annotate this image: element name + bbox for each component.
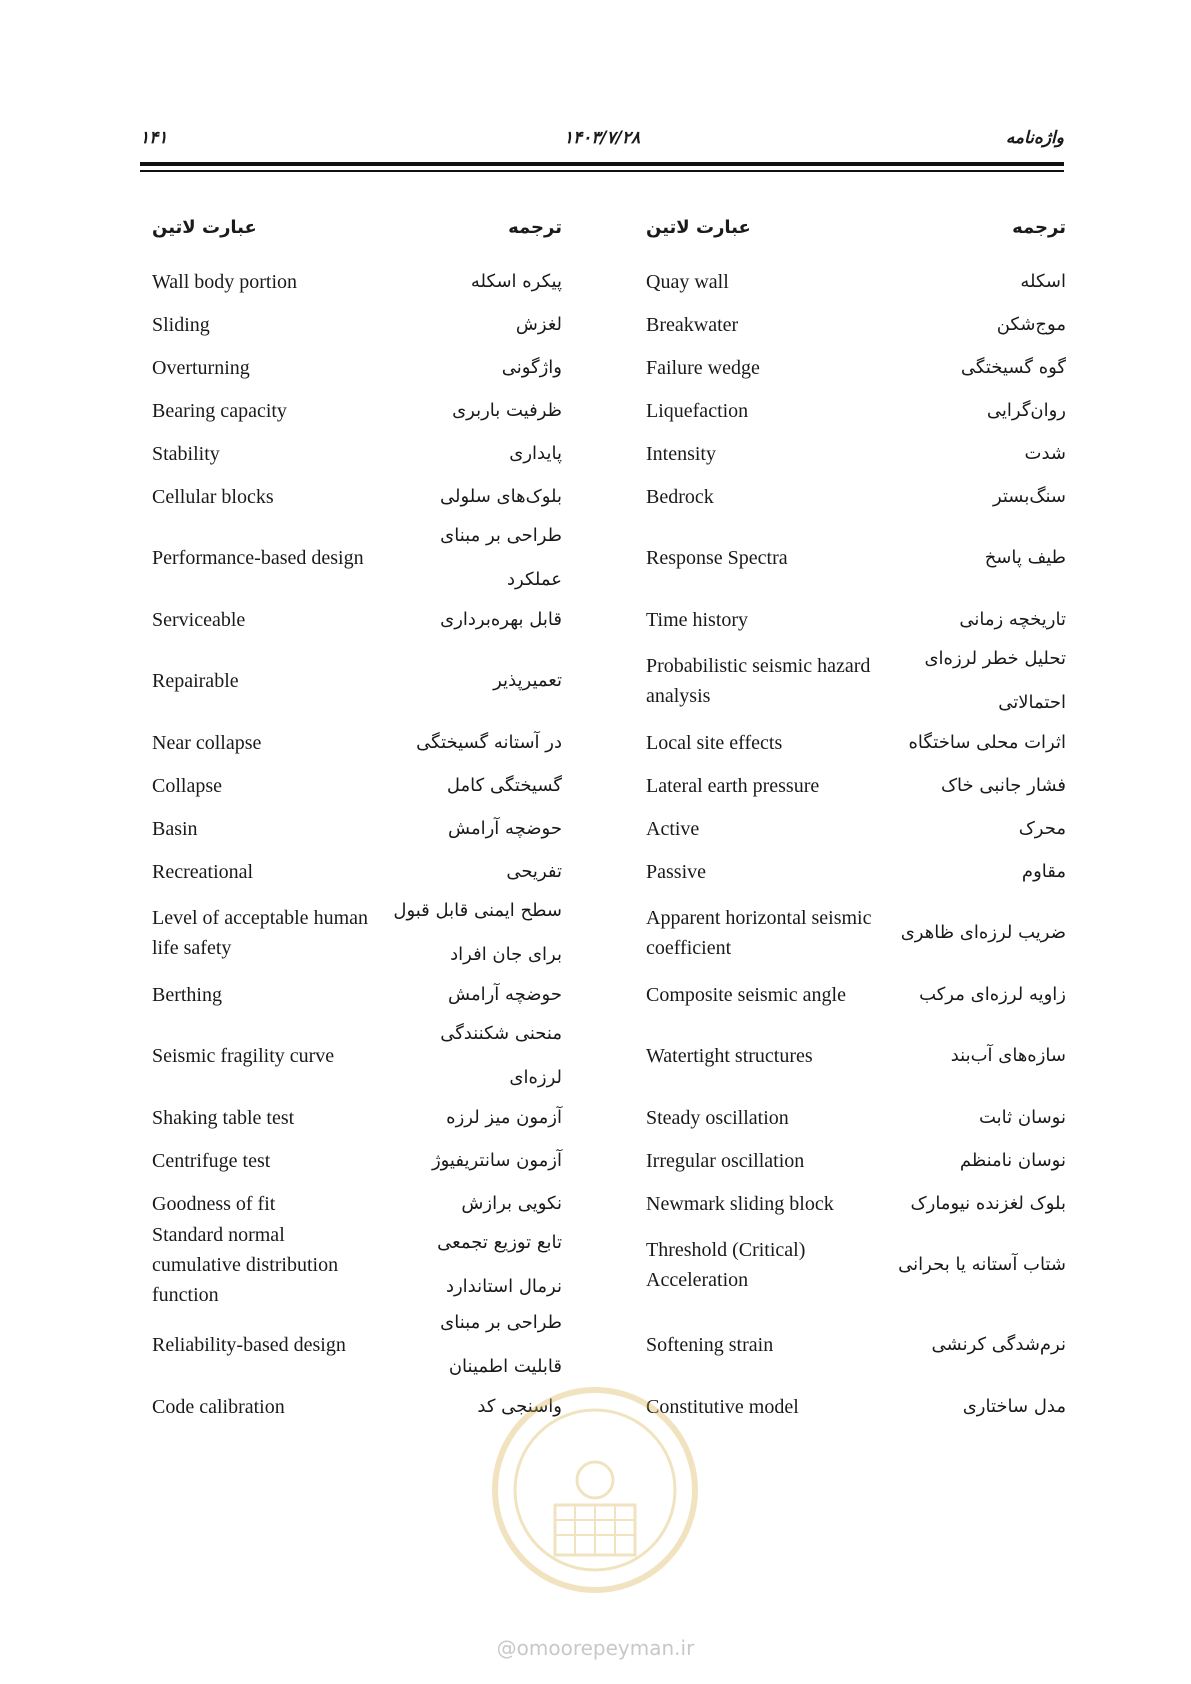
persian-translation: ظرفیت باربری [452,399,562,421]
persian-translation: تعمیرپذیر [493,670,562,691]
glossary-entry [646,1096,1066,1139]
latin-term: Shaking table test [152,1106,295,1129]
glossary-entry [646,1139,1066,1182]
persian-translation: مقاوم [1021,860,1066,882]
latin-term: Code calibration [152,1395,285,1418]
persian-translation: مدل ساختاری [962,1395,1066,1417]
glossary-entry [152,641,562,721]
persian-translation: اسکله [1020,270,1066,292]
persian-translation: واژگونی [501,356,562,378]
latin-term: Basin [152,817,198,840]
glossary-entry [646,764,1066,807]
glossary-entry [152,389,562,432]
persian-translation: فشار جانبی خاک [940,774,1066,796]
glossary-entry [152,1182,562,1225]
glossary-entry [646,1305,1066,1385]
persian-translation: منحنی شکنندگی لرزه‌ای [440,1023,562,1088]
latin-term: Probabilistic seismic hazard analysis [646,655,871,707]
latin-term: Steady oscillation [646,1106,789,1129]
glossary-entry [152,1225,562,1305]
persian-translation: پیکره اسکله [470,270,562,292]
glossary-entry [646,893,1066,973]
persian-translation: نکویی برازش [461,1192,562,1214]
latin-term: Level of acceptable human life safety [152,907,368,959]
persian-translation: تابع توزیع تجمعی نرمال استاندارد [437,1232,562,1297]
persian-translation: طراحی بر مبنای قابلیت اطمینان [440,1312,562,1377]
persian-translation: بلوک لغزنده نیومارک [910,1192,1066,1214]
glossary-entry [152,893,562,973]
persian-translation: شدت [1024,442,1066,464]
glossary-entry [152,432,562,475]
glossary-entry [152,807,562,850]
persian-translation: طراحی بر مبنای عملکرد [440,525,562,590]
glossary-entry [152,303,562,346]
persian-translation: نوسان ثابت [979,1106,1066,1128]
latin-term: Apparent horizontal seismic coefficient [646,907,872,959]
latin-term: Repairable [152,670,239,692]
persian-translation: پایداری [509,442,562,464]
latin-term: Goodness of fit [152,1192,276,1215]
latin-term: Sliding [152,313,210,336]
glossary-entry [646,850,1066,893]
latin-term: Irregular oscillation [646,1149,805,1172]
persian-translation: قابل بهره‌برداری [440,608,562,630]
persian-translation: سطح ایمنی قابل قبول برای جان افراد [393,900,562,965]
persian-translation: شتاب آستانه یا بحرانی [898,1254,1066,1275]
glossary-entry [152,1305,562,1385]
persian-translation: محرک [1018,817,1066,839]
header-rule-thick [140,162,1064,166]
persian-translation: طیف پاسخ [984,547,1066,568]
header-title: واژه‌نامه [1005,128,1064,148]
latin-term: Lateral earth pressure [646,774,820,797]
latin-term: Wall body portion [152,270,298,293]
latin-term: Collapse [152,774,222,797]
persian-translation: سازه‌های آب‌بند [950,1045,1066,1066]
latin-term: Quay wall [646,270,729,293]
latin-term: Serviceable [152,608,246,631]
glossary-entry [152,260,562,303]
watermark-url: @omoorepeyman.ir [496,1636,695,1660]
persian-translation: تفریحی [506,860,562,882]
latin-term: Berthing [152,983,222,1006]
persian-translation: گسیختگی کامل [446,774,562,796]
latin-term: Breakwater [646,313,739,336]
persian-translation: آزمون سانتریفیوژ [431,1149,562,1171]
latin-term: Overturning [152,356,250,379]
glossary-column-left [152,210,562,1428]
persian-translation: واسنجی کد [477,1395,562,1417]
persian-translation: تحلیل خطر لرزه‌ای احتمالاتی [924,648,1066,713]
latin-term: Time history [646,608,749,631]
latin-term: Centrifuge test [152,1149,271,1172]
glossary-entry [646,389,1066,432]
glossary-entry [152,850,562,893]
latin-term: Bedrock [646,485,714,508]
glossary-entry [152,1139,562,1182]
glossary-entry [152,598,562,641]
glossary-entry [646,303,1066,346]
persian-translation: نوسان نامنظم [959,1149,1066,1171]
glossary-entry [646,518,1066,598]
latin-term: Threshold (Critical) Acceleration [646,1239,806,1291]
glossary-entry [646,807,1066,850]
persian-translation: حوضچه آرامش [448,983,562,1005]
persian-translation: لغزش [515,313,562,335]
persian-translation: روان‌گرایی [986,399,1066,421]
latin-term: Seismic fragility curve [152,1045,335,1067]
column-header-row [646,210,1066,246]
glossary-entry [646,346,1066,389]
persian-translation: تاریخچه زمانی [959,608,1066,630]
header-rule-thin [140,170,1064,172]
latin-term: Recreational [152,860,254,883]
persian-translation: حوضچه آرامش [448,817,562,839]
glossary-entry [646,475,1066,518]
glossary-entry [646,1182,1066,1225]
glossary-entry [152,475,562,518]
glossary-entry [152,346,562,389]
persian-translation: بلوک‌های سلولی [440,485,562,507]
persian-translation: اثرات محلی ساختگاه [908,731,1066,753]
latin-term: Cellular blocks [152,485,274,508]
latin-term: Performance-based design [152,547,364,569]
glossary-entry [646,432,1066,475]
latin-term: Passive [646,860,706,883]
glossary-entry [646,598,1066,641]
persian-translation: زاویه لرزه‌ای مرکب [919,983,1066,1005]
glossary-entry [152,764,562,807]
glossary-entry [646,1225,1066,1305]
glossary-entry [646,1385,1066,1428]
glossary-entry [646,1016,1066,1096]
glossary-entry [152,1016,562,1096]
header-translation: ترجمه [1012,217,1066,238]
latin-term: Local site effects [646,731,783,754]
persian-translation: سنگ‌بستر [992,485,1066,507]
glossary-entry [646,641,1066,721]
persian-translation: گوه گسیختگی [960,356,1066,378]
glossary-entry [646,973,1066,1016]
latin-term: Reliability-based design [152,1334,346,1356]
glossary-entry [152,721,562,764]
glossary-entry [152,518,562,598]
latin-term: Failure wedge [646,356,760,379]
persian-translation: موج‌شکن [996,313,1066,335]
glossary-column-right [646,210,1066,1428]
persian-translation: نرم‌شدگی کرنشی [931,1334,1066,1355]
persian-translation: آزمون میز لرزه [446,1106,562,1128]
glossary-entry [646,260,1066,303]
running-header [140,128,1064,150]
publisher-seal-watermark [490,1385,700,1595]
header-latin: عبارت لاتین [646,217,751,238]
persian-translation: در آستانه گسیختگی [416,731,562,753]
latin-term: Intensity [646,442,716,465]
latin-term: Constitutive model [646,1395,799,1418]
glossary-entry [646,721,1066,764]
latin-term: Newmark sliding block [646,1192,834,1215]
page-number: ۱۴۱ [140,128,168,148]
header-date: ۱۴۰۳/۷/۲۸ [563,128,641,148]
column-header-row [152,210,562,246]
latin-term: Liquefaction [646,399,749,422]
header-latin: عبارت لاتین [152,217,257,238]
latin-term: Near collapse [152,731,262,754]
latin-term: Composite seismic angle [646,983,846,1006]
header-translation: ترجمه [508,217,562,238]
latin-term: Response Spectra [646,547,788,569]
latin-term: Standard normal cumulative distribution function [152,1224,339,1306]
latin-term: Bearing capacity [152,399,287,422]
glossary-entry [152,973,562,1016]
latin-term: Watertight structures [646,1045,813,1067]
glossary-entry [152,1096,562,1139]
latin-term: Stability [152,442,220,465]
persian-translation: ضریب لرزه‌ای ظاهری [900,922,1066,943]
latin-term: Active [646,817,700,840]
latin-term: Softening strain [646,1334,774,1356]
